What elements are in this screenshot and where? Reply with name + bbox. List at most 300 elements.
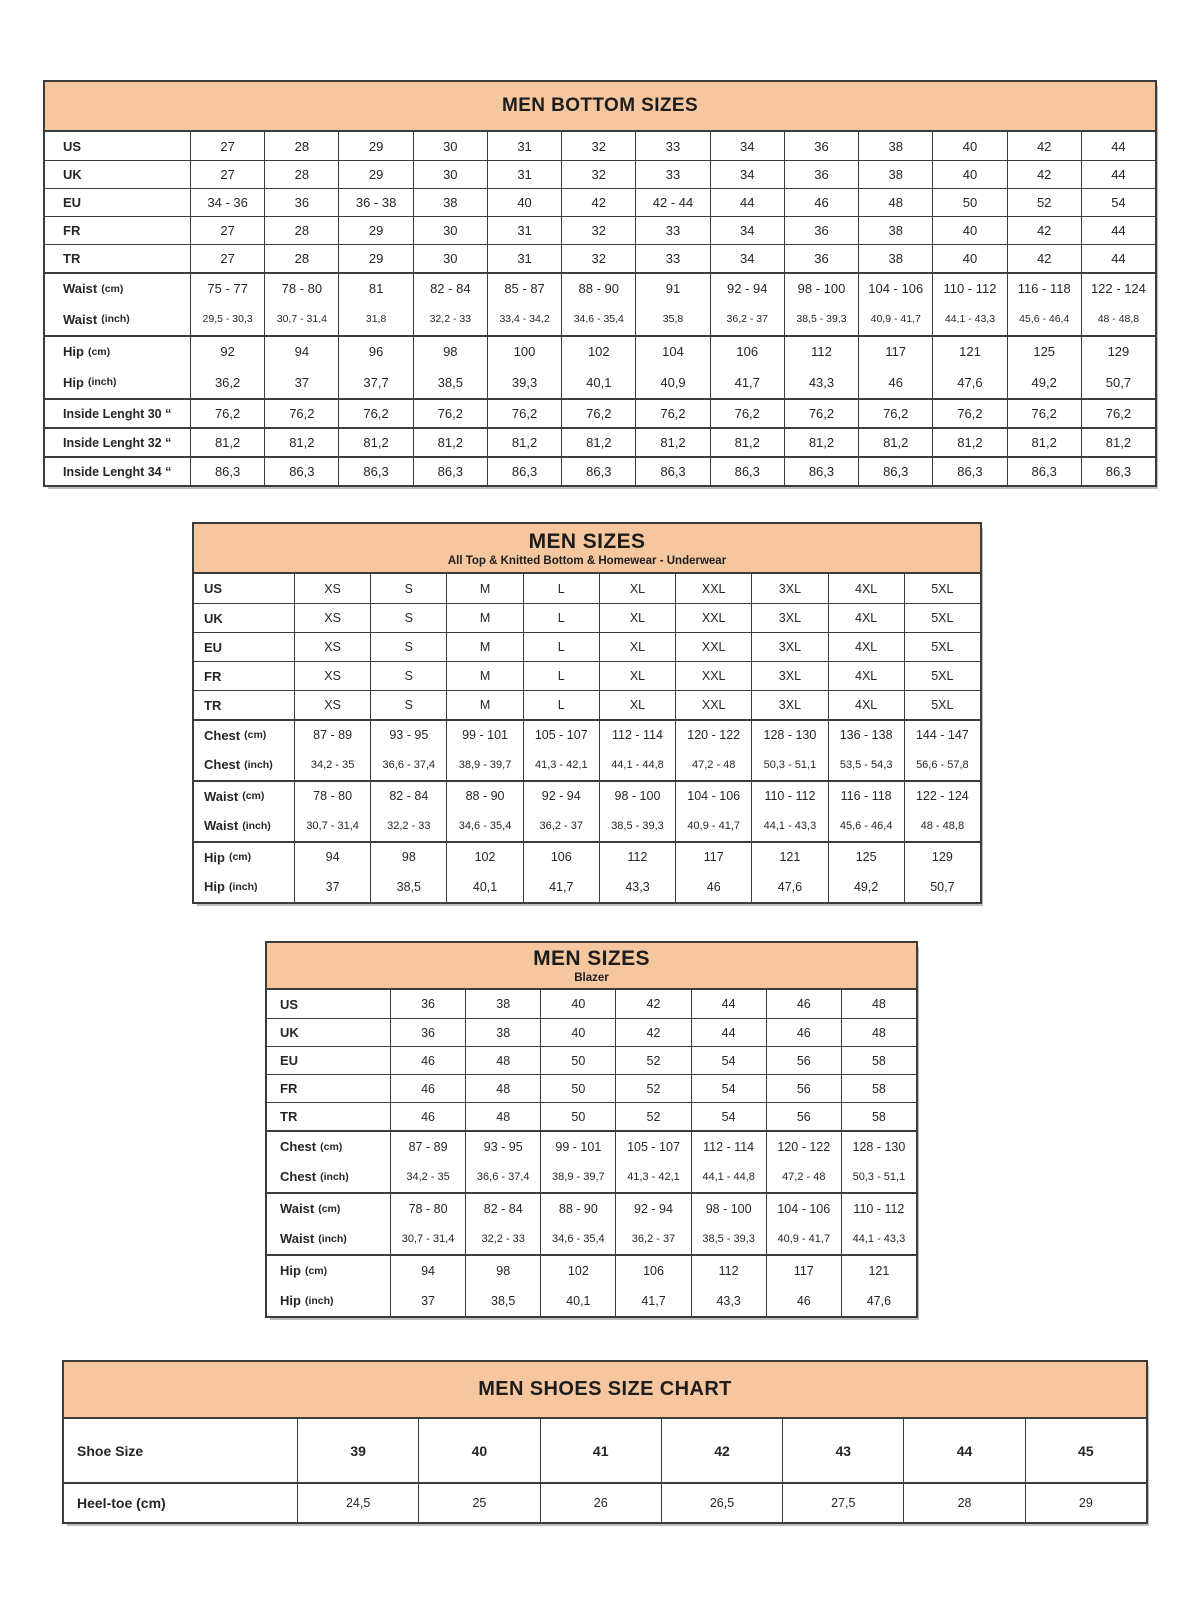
value-cell: 24,5: [297, 1484, 418, 1522]
value-cell: 49,2: [1007, 367, 1081, 399]
value-cell: 87 - 89: [294, 721, 370, 750]
table-row: [194, 841, 980, 872]
value-cell: 31: [487, 245, 561, 272]
table-row: [45, 160, 1155, 188]
value-cell: 38: [465, 1019, 540, 1046]
value-cell: 40: [932, 245, 1006, 272]
row-label-cell: [64, 1484, 297, 1522]
value-cell: 86,3: [1081, 458, 1155, 485]
value-cell: 28: [264, 132, 338, 160]
value-cell: 112 - 114: [691, 1132, 766, 1161]
value-cell: 27,5: [782, 1484, 903, 1522]
value-cell: 5XL: [904, 574, 980, 603]
value-cell: 43,3: [599, 872, 675, 903]
value-cell: 82 - 84: [413, 274, 487, 304]
value-cell: 34,6 - 35,4: [561, 304, 635, 336]
value-cell: 81,2: [338, 429, 412, 456]
value-cell: 120 - 122: [675, 721, 751, 750]
value-cell: 112: [599, 843, 675, 872]
value-cell: 81,2: [932, 429, 1006, 456]
value-cell: 31: [487, 132, 561, 160]
value-cell: 44: [691, 990, 766, 1018]
row-label: Waist: [280, 1201, 315, 1216]
value-cell: 116 - 118: [828, 782, 904, 811]
value-cell: L: [523, 662, 599, 690]
value-cell: 38,5 - 39,3: [691, 1223, 766, 1254]
value-cell: 44: [691, 1019, 766, 1046]
value-cell: 76,2: [932, 400, 1006, 427]
value-cell: 30: [413, 132, 487, 160]
value-cell: 44: [1081, 245, 1155, 272]
value-cell: 122 - 124: [1081, 274, 1155, 304]
value-cell: 34,2 - 35: [294, 750, 370, 781]
row-label: Hip: [63, 344, 84, 360]
row-label-cell: [194, 662, 294, 690]
value-cell: 42: [1007, 161, 1081, 188]
value-cell: 102: [540, 1256, 615, 1285]
value-cell: 48: [465, 1103, 540, 1130]
value-cell: 87 - 89: [390, 1132, 465, 1161]
row-label-cell: [45, 337, 190, 367]
row-label: Inside Lenght 34 “: [63, 464, 172, 479]
value-cell: 44,1 - 43,3: [841, 1223, 916, 1254]
table-row: [267, 1046, 916, 1074]
value-cell: 54: [691, 1075, 766, 1102]
table-subtitle: Blazer: [574, 972, 609, 984]
value-cell: 4XL: [828, 604, 904, 632]
value-cell: 47,2 - 48: [675, 750, 751, 781]
row-label: Heel-toe (cm): [77, 1495, 166, 1511]
table-row: [45, 335, 1155, 367]
value-cell: 46: [784, 189, 858, 216]
row-label: Hip: [204, 849, 225, 865]
value-cell: L: [523, 604, 599, 632]
value-cell: 40,1: [446, 872, 522, 903]
row-unit: (cm): [244, 729, 267, 742]
row-label: TR: [280, 1109, 298, 1124]
table-row: [267, 1161, 916, 1192]
value-cell: 40: [540, 1019, 615, 1046]
value-cell: 36: [784, 245, 858, 272]
value-cell: 50: [540, 1047, 615, 1074]
table-men-shoes: [62, 1360, 1148, 1524]
value-cell: 40,9: [635, 367, 709, 399]
value-cell: 76,2: [1081, 400, 1155, 427]
table-subtitle: All Top & Knitted Bottom & Homewear - Underwear: [447, 554, 727, 567]
value-cell: 52: [615, 1103, 690, 1130]
value-cell: 117: [766, 1256, 841, 1285]
table-row: [194, 661, 980, 690]
value-cell: 94: [390, 1256, 465, 1285]
value-cell: L: [523, 633, 599, 661]
value-cell: 58: [841, 1075, 916, 1102]
row-label-cell: [45, 429, 190, 456]
row-label: FR: [280, 1081, 298, 1096]
value-cell: 104: [635, 337, 709, 367]
value-cell: 33,4 - 34,2: [487, 304, 561, 336]
value-cell: 37,7: [338, 367, 412, 399]
value-cell: L: [523, 574, 599, 603]
row-label-cell: [45, 217, 190, 244]
value-cell: 75 - 77: [190, 274, 264, 304]
value-cell: 81,2: [784, 429, 858, 456]
row-label: Inside Lenght 32 “: [63, 435, 172, 450]
value-cell: 106: [710, 337, 784, 367]
value-cell: 3XL: [751, 691, 827, 719]
value-cell: XS: [294, 691, 370, 719]
table-title: MEN SIZES: [533, 947, 650, 970]
value-cell: 94: [294, 843, 370, 872]
value-cell: 128 - 130: [841, 1132, 916, 1161]
table-row: [45, 132, 1155, 160]
row-label: EU: [280, 1053, 299, 1068]
value-cell: 48: [841, 990, 916, 1018]
value-cell: 86,3: [487, 458, 561, 485]
value-cell: 86,3: [858, 458, 932, 485]
value-cell: M: [446, 662, 522, 690]
value-cell: 40: [540, 990, 615, 1018]
table-row: [267, 1074, 916, 1102]
table-row: [194, 750, 980, 781]
value-cell: 106: [615, 1256, 690, 1285]
value-cell: 46: [766, 1285, 841, 1316]
value-cell: 86,3: [635, 458, 709, 485]
value-cell: 104 - 106: [858, 274, 932, 304]
row-label: Chest: [280, 1169, 317, 1184]
value-cell: 104 - 106: [766, 1194, 841, 1223]
value-cell: 31,8: [338, 304, 412, 336]
value-cell: 43,3: [691, 1285, 766, 1316]
value-cell: 116 - 118: [1007, 274, 1081, 304]
value-cell: 54: [691, 1047, 766, 1074]
value-cell: XL: [599, 633, 675, 661]
value-cell: 30,7 - 31,4: [390, 1223, 465, 1254]
value-cell: 41,3 - 42,1: [523, 750, 599, 781]
value-cell: XXL: [675, 662, 751, 690]
value-cell: 86,3: [932, 458, 1006, 485]
value-cell: 112 - 114: [599, 721, 675, 750]
value-cell: 28: [903, 1484, 1024, 1522]
value-cell: 44,1 - 43,3: [751, 811, 827, 842]
value-cell: 125: [828, 843, 904, 872]
value-cell: 46: [858, 367, 932, 399]
value-cell: 33: [635, 217, 709, 244]
value-cell: 48 - 48,8: [1081, 304, 1155, 336]
value-cell: 40: [932, 132, 1006, 160]
value-cell: 38: [858, 132, 932, 160]
value-cell: 41,7: [710, 367, 784, 399]
value-cell: 36,2 - 37: [615, 1223, 690, 1254]
value-cell: 30,7 - 31,4: [264, 304, 338, 336]
value-cell: 5XL: [904, 633, 980, 661]
row-label-cell: [194, 691, 294, 719]
value-cell: 98: [413, 337, 487, 367]
value-cell: 78 - 80: [264, 274, 338, 304]
value-cell: 42: [615, 1019, 690, 1046]
value-cell: 38,9 - 39,7: [540, 1161, 615, 1192]
value-cell: 33: [635, 161, 709, 188]
value-cell: 117: [675, 843, 751, 872]
value-cell: 104 - 106: [675, 782, 751, 811]
value-cell: 34,6 - 35,4: [446, 811, 522, 842]
value-cell: 88 - 90: [540, 1194, 615, 1223]
table-row: [45, 304, 1155, 336]
value-cell: 82 - 84: [465, 1194, 540, 1223]
table-row: [45, 272, 1155, 304]
row-unit: (inch): [304, 1294, 334, 1307]
row-unit: (cm): [87, 345, 111, 358]
value-cell: 54: [1081, 189, 1155, 216]
table-title: MEN SHOES SIZE CHART: [478, 1378, 732, 1400]
value-cell: 76,2: [1007, 400, 1081, 427]
value-cell: 40,9 - 41,7: [766, 1223, 841, 1254]
value-cell: 32,2 - 33: [413, 304, 487, 336]
value-cell: 4XL: [828, 633, 904, 661]
row-label-cell: [267, 1285, 390, 1316]
value-cell: 50,7: [1081, 367, 1155, 399]
value-cell: 40,9 - 41,7: [858, 304, 932, 336]
value-cell: M: [446, 574, 522, 603]
value-cell: 112: [784, 337, 858, 367]
value-cell: 76,2: [635, 400, 709, 427]
row-label-cell: [267, 1223, 390, 1254]
value-cell: 86,3: [561, 458, 635, 485]
value-cell: M: [446, 604, 522, 632]
row-unit: (cm): [242, 790, 265, 803]
value-cell: 112: [691, 1256, 766, 1285]
value-cell: 125: [1007, 337, 1081, 367]
value-cell: 88 - 90: [446, 782, 522, 811]
value-cell: 32: [561, 161, 635, 188]
value-cell: 26,5: [661, 1484, 782, 1522]
table-men-top-sizes: [192, 522, 982, 904]
value-cell: XS: [294, 633, 370, 661]
value-cell: 27: [190, 161, 264, 188]
row-label: US: [204, 581, 223, 596]
value-cell: 36: [784, 217, 858, 244]
value-cell: 91: [635, 274, 709, 304]
value-cell: 34: [710, 217, 784, 244]
value-cell: 5XL: [904, 604, 980, 632]
value-cell: 105 - 107: [523, 721, 599, 750]
table-header: [64, 1362, 1146, 1419]
value-cell: 36,2: [190, 367, 264, 399]
value-cell: 76,2: [784, 400, 858, 427]
value-cell: 110 - 112: [841, 1194, 916, 1223]
value-cell: 81,2: [413, 429, 487, 456]
value-cell: 46: [766, 1019, 841, 1046]
value-cell: 52: [615, 1075, 690, 1102]
table-row: [267, 1254, 916, 1285]
value-cell: 36,6 - 37,4: [465, 1161, 540, 1192]
value-cell: 58: [841, 1047, 916, 1074]
value-cell: 99 - 101: [540, 1132, 615, 1161]
value-cell: L: [523, 691, 599, 719]
row-unit: (inch): [242, 819, 271, 832]
value-cell: 42: [561, 189, 635, 216]
value-cell: 38,5 - 39,3: [599, 811, 675, 842]
value-cell: 44: [903, 1419, 1024, 1482]
row-label-cell: [194, 633, 294, 661]
value-cell: 47,2 - 48: [766, 1161, 841, 1192]
value-cell: 37: [264, 367, 338, 399]
value-cell: 34: [710, 161, 784, 188]
value-cell: 42: [1007, 217, 1081, 244]
value-cell: 37: [390, 1285, 465, 1316]
table-row: [64, 1419, 1146, 1482]
value-cell: 117: [858, 337, 932, 367]
table-row: [194, 603, 980, 632]
value-cell: 81,2: [710, 429, 784, 456]
value-cell: 36 - 38: [338, 189, 412, 216]
value-cell: 76,2: [190, 400, 264, 427]
value-cell: 41,3 - 42,1: [615, 1161, 690, 1192]
value-cell: S: [370, 574, 446, 603]
value-cell: 36,6 - 37,4: [370, 750, 446, 781]
value-cell: 34: [710, 245, 784, 272]
value-cell: 98: [370, 843, 446, 872]
value-cell: 38: [858, 217, 932, 244]
row-label: Inside Lenght 30 “: [63, 406, 172, 421]
value-cell: 78 - 80: [294, 782, 370, 811]
value-cell: 46: [390, 1047, 465, 1074]
value-cell: M: [446, 633, 522, 661]
table-row: [267, 1285, 916, 1316]
table-row: [194, 690, 980, 719]
value-cell: 43,3: [784, 367, 858, 399]
value-cell: 44: [1081, 217, 1155, 244]
row-unit: (cm): [228, 851, 252, 864]
value-cell: 92 - 94: [710, 274, 784, 304]
value-cell: 121: [841, 1256, 916, 1285]
value-cell: 39,3: [487, 367, 561, 399]
value-cell: 4XL: [828, 574, 904, 603]
value-cell: 28: [264, 217, 338, 244]
value-cell: 81,2: [858, 429, 932, 456]
row-label-cell: [45, 161, 190, 188]
value-cell: 53,5 - 54,3: [828, 750, 904, 781]
value-cell: 42: [1007, 245, 1081, 272]
value-cell: 47,6: [932, 367, 1006, 399]
value-cell: 76,2: [264, 400, 338, 427]
value-cell: 38: [465, 990, 540, 1018]
value-cell: 98: [465, 1256, 540, 1285]
value-cell: 49,2: [828, 872, 904, 903]
value-cell: 52: [615, 1047, 690, 1074]
table-row: [267, 1192, 916, 1223]
value-cell: 86,3: [413, 458, 487, 485]
table-header: [45, 82, 1155, 132]
table-row: [64, 1482, 1146, 1522]
row-label-cell: [194, 782, 294, 811]
table-row: [45, 188, 1155, 216]
table-row: [194, 872, 980, 903]
table-row: [45, 216, 1155, 244]
row-label-cell: [267, 990, 390, 1018]
value-cell: 110 - 112: [751, 782, 827, 811]
value-cell: 46: [390, 1103, 465, 1130]
row-label-cell: [267, 1075, 390, 1102]
value-cell: 76,2: [487, 400, 561, 427]
value-cell: 56: [766, 1075, 841, 1102]
value-cell: 46: [766, 990, 841, 1018]
table-row: [194, 632, 980, 661]
table-row: [194, 719, 980, 750]
value-cell: S: [370, 604, 446, 632]
value-cell: 98 - 100: [599, 782, 675, 811]
value-cell: 106: [523, 843, 599, 872]
row-label: Chest: [204, 757, 241, 773]
row-unit: (cm): [320, 1140, 343, 1153]
row-label-cell: [45, 400, 190, 427]
value-cell: 48: [841, 1019, 916, 1046]
value-cell: XS: [294, 574, 370, 603]
row-unit: (inch): [87, 376, 117, 389]
row-label-cell: [194, 843, 294, 872]
value-cell: 40: [932, 217, 1006, 244]
value-cell: 45: [1025, 1419, 1146, 1482]
value-cell: 50: [932, 189, 1006, 216]
row-unit: (cm): [101, 282, 124, 295]
value-cell: 56,6 - 57,8: [904, 750, 980, 781]
table-men-bottom-sizes: [43, 80, 1157, 487]
value-cell: S: [370, 662, 446, 690]
value-cell: 85 - 87: [487, 274, 561, 304]
table-row: [194, 811, 980, 842]
value-cell: 31: [487, 217, 561, 244]
row-label: Chest: [280, 1139, 317, 1154]
row-label-cell: [45, 245, 190, 272]
row-label: UK: [204, 610, 223, 626]
value-cell: 56: [766, 1103, 841, 1130]
row-unit: (inch): [101, 313, 130, 326]
value-cell: 99 - 101: [446, 721, 522, 750]
value-cell: 48: [858, 189, 932, 216]
table-row: [267, 1018, 916, 1046]
value-cell: 41,7: [615, 1285, 690, 1316]
value-cell: 54: [691, 1103, 766, 1130]
value-cell: 27: [190, 132, 264, 160]
value-cell: XL: [599, 604, 675, 632]
value-cell: 44: [1081, 161, 1155, 188]
row-label: FR: [204, 668, 222, 684]
value-cell: 3XL: [751, 633, 827, 661]
value-cell: 46: [390, 1075, 465, 1102]
value-cell: 32,2 - 33: [370, 811, 446, 842]
row-label-cell: [267, 1019, 390, 1046]
value-cell: 92: [190, 337, 264, 367]
value-cell: 88 - 90: [561, 274, 635, 304]
table-men-blazer-sizes: [265, 941, 918, 1318]
row-label-cell: [267, 1161, 390, 1192]
table-row: [194, 574, 980, 603]
value-cell: 100: [487, 337, 561, 367]
value-cell: 5XL: [904, 662, 980, 690]
row-label: UK: [63, 167, 82, 182]
value-cell: XXL: [675, 604, 751, 632]
value-cell: S: [370, 633, 446, 661]
row-label: Shoe Size: [77, 1442, 144, 1459]
value-cell: 46: [675, 872, 751, 903]
value-cell: XL: [599, 691, 675, 719]
row-unit: (inch): [244, 758, 273, 771]
row-label: UK: [280, 1025, 299, 1040]
row-unit: (inch): [320, 1170, 349, 1183]
row-label: Hip: [280, 1263, 301, 1278]
value-cell: 52: [1007, 189, 1081, 216]
value-cell: 105 - 107: [615, 1132, 690, 1161]
table-title: MEN SIZES: [528, 529, 646, 553]
